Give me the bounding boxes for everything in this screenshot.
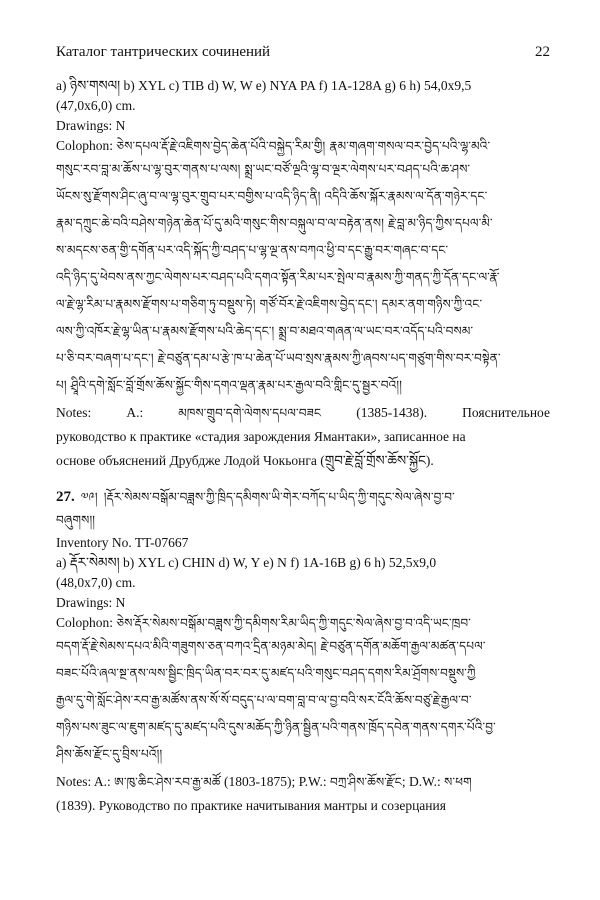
notes-dates: (1803-1875); P.W.:: [223, 774, 327, 789]
entry-drawings: Drawings: N: [56, 595, 126, 610]
colophon-line: གསུང་རབ་བླ་མ་ཆོས་པ་ལྷ་བུར་གནས་པ་ལས། སྨྲ་ཡང་བཙོ་ལྔའི་ལྷ་བ་ལྔར་ལེགས་པར་བཤད་པའི་ཆ་ཤས་: [56, 162, 471, 176]
colophon-body: [56, 633, 550, 768]
notes-label: Notes:: [56, 405, 92, 420]
entry-notes: [56, 401, 550, 473]
colophon-line: བདག་རྡོ་རྗེ་སེམས་དཔའ་མིའི་གཟུགས་ཅན་བཀའ་དྲིན་མཉམ་མེད། རྗེ་བཙུན་དགོན་མཆོག་རྒྱལ་མཚན་དཔལ་: [56, 639, 486, 653]
notes-date-written: ས་ཕག: [444, 775, 472, 789]
entry-notes: [56, 770, 550, 818]
notes-line: основе объяснений Друбдже Лодой Чокьонга (གྲུབ་རྗེ་བློ་གྲོས་ཆོས་སྐྱོང).: [56, 453, 434, 468]
notes-line: (1839). Руководство по практике начитывания мантры и созерцания: [56, 798, 446, 813]
entry-dimensions: (48,0x7,0) cm.: [56, 575, 136, 590]
colophon-text: ཅེས་རྡོར་སེམས་བསྒོམ་བཟླས་ཀྱི་དམིགས་རིམ་ཡིད་ཀྱི་གདུང་སེལ་ཞེས་བྱ་བ་འདི་ཡང་ཁྲབ་: [116, 616, 471, 630]
running-header: [56, 42, 550, 62]
colophon-line: ལས་ཀྱི་འཁོར་རྗེ་ལྷ་ཡིན་པ་རྣམས་རྫོགས་པའི་ཆེད་དང་། སྨྲ་བ་མཐའ་གཞན་ལ་ཡང་བར་འདོད་པའི་བསམ་: [56, 324, 474, 338]
entry-fields: a) རྡོར་སེམས། b) XYL c) CHIN d) W, Y e) N f) 1A-16B g) 6 h) 52,5x9,0: [56, 555, 437, 570]
entry-tibetan-number: ༧༩།: [80, 490, 98, 504]
notes-label: Notes: A.:: [56, 774, 111, 789]
colophon-line: ཤིས་ཆོས་རྫོང་དུ་བྲིས་པའོ།།: [56, 747, 163, 761]
catalog-title: Каталог тантрических сочинений: [56, 44, 271, 60]
colophon-line: རྒྱལ་དུ་གེ་སློང་ཤེས་རབ་རྒྱ་མཚོས་ནས་སོ་སོ་བདུད་པ་ལ་བག་བླ་བ་ལ་བྱ་བའི་སར་ངོའི་ཆོས་བཙུ་རྗེ་རྒྱལ་བ་: [56, 693, 472, 707]
notes-line: [56, 770, 550, 794]
colophon-label: Colophon:: [56, 138, 114, 153]
colophon-line: པ། ཤྲཱིའི་དགེ་སློང་བློ་གྲོས་ཆོས་སྐྱོང་གིས་དགའ་ལྡན་རྣམ་པར་རྒྱལ་བའི་གླིང་དུ་སྦྱར་བའོ།།: [56, 378, 403, 392]
notes-abbrev: A.:: [126, 405, 144, 420]
colophon-line: རྣམ་དཀྲུང་ཆེ་བའི་བཤེས་གཉེན་ཆེན་པོ་དུ་མའི་གསུང་གིས་བསྐུལ་བ་ལ་བརྟེན་ནས། རྗེ་བླ་མ་ཉིད་ཀྱིས་དཔལ་མི་: [56, 216, 493, 230]
colophon-body: [56, 156, 550, 399]
entry-title: [56, 487, 550, 507]
colophon-line: ཡོངས་སུ་རྫོགས་ཤིང་ཞུ་བ་ལ་ལྷ་བུར་གྲུབ་པར་བགྱིས་པ་འདི་ཉིད་ནི། འདིའི་ཆོས་སྐོར་རྣམས་ལ་དོན་གཉེར་དང་: [56, 189, 488, 203]
colophon-first-line: [56, 136, 550, 156]
colophon-line: གཉིས་པས་ཟུང་ལ་ཇུག་མཛད་དུ་མཛད་པའི་དུས་མཆོད་ཀྱི་ཉིན་སྦྱིན་པའི་གནས་ཁྲོད་དབེན་གནས་དགར་པོའི་བྱ་: [56, 720, 496, 734]
colophon-line: བཟང་པོའི་ཞལ་སྔ་ནས་ལས་སྦྱིང་ཁྲིད་ཡིན་བར་བར་དུ་མཛད་པའི་གསུང་བཤད་དགས་རིམ་ཤྲོགས་བསྡུས་ཀྱི: [56, 666, 476, 680]
notes-line: руководство к практике «стадия зарождения Ямантаки», записанное на: [56, 429, 466, 444]
notes-desc-start: Пояснительное: [462, 405, 550, 420]
notes-place: བཀྲ་ཤིས་ཆོས་རྫོང: [330, 775, 402, 789]
colophon-first-line: [56, 613, 550, 633]
catalog-entry-26-continued: [56, 76, 550, 473]
colophon-line: པ་ཅི་བར་བཞག་པ་དང་། རྗེ་བཙུན་དམ་པ་རྩེ་ཁ་པ་ཆེན་པོ་ཡབ་སྲས་རྣམས་ཀྱི་ཞབས་པད་གཙུག་གིས་བར་བསྟེན་: [56, 351, 501, 365]
inventory-number: Inventory No. TT-07667: [56, 535, 189, 550]
notes-author: མཁས་གྲུབ་དགེ་ལེགས་དཔལ་བཟང: [178, 406, 322, 420]
colophon-line: ས་མདངས་ཅན་གྱི་དགོན་པར་འདི་སྐོད་ཀྱི་བཤད་པ་ལྷ་ལྔ་ནས་བཀའ་ཕྱི་བ་དང་རྒྱུ་བར་གཞང་བ་དང་: [56, 243, 449, 257]
colophon-line: ལ་རྗེ་ལྷ་རིམ་པ་རྣམས་རྫོགས་པ་གཅིག་ཏུ་བསྡུས་ཏེ། གཙོ་བོར་རྗེ་འཇིགས་བྱེད་དང་། དམར་ནག་གཉིས་ཀྱི་འང་: [56, 297, 483, 311]
entry-dimensions: (47,0x6,0) cm.: [56, 98, 136, 113]
catalog-entry-27: [56, 487, 550, 818]
colophon-text: ཅེས་དཔལ་རྡོ་རྗེ་འཇིགས་བྱེད་ཆེན་པོའི་བསྐྱེད་རིམ་གྱི། རྣམ་གཞག་གསལ་བར་བྱེད་པའི་ལྷ་མའི་: [116, 139, 491, 153]
notes-dates: (1385-1438).: [356, 405, 428, 420]
notes-dw-label: ; D.W.:: [401, 774, 441, 789]
notes-line: [56, 401, 550, 425]
colophon-label: Colophon:: [56, 615, 114, 630]
entry-drawings: Drawings: N: [56, 118, 126, 133]
entry-title-continued: བཞུགས།།: [56, 513, 96, 527]
page-number: 22: [535, 44, 550, 60]
notes-author: ཨ་ཁུ་ཆིང་ཤེས་རབ་རྒྱ་མཚོ: [114, 775, 221, 789]
entry-fields: a) ཉིས་གསལ། b) XYL c) TIB d) W, W e) NYA PA f) 1A-128A g) 6 h) 54,0x9,5: [56, 78, 472, 93]
entry-number: 27.: [56, 489, 75, 505]
entry-title-text: །རྡོར་སེམས་བསྒོམ་བཟླས་ཀྱི་ཁྲིད་དམིགས་ཡི་གེར་བཀོད་པ་ཡིད་ཀྱི་གདུང་སེལ་ཞེས་བྱ་བ་: [103, 490, 455, 504]
colophon-line: འདི་ཉིད་དུ་ཕེབས་ནས་ཀྱང་ལེགས་པར་བཤད་པའི་དགའ་སྟོན་རིམ་པར་སྤེལ་བ་རྣམས་ཀྱི་གནད་ཀྱི་དོན་དང་ལ་རྣོ་: [56, 270, 500, 284]
